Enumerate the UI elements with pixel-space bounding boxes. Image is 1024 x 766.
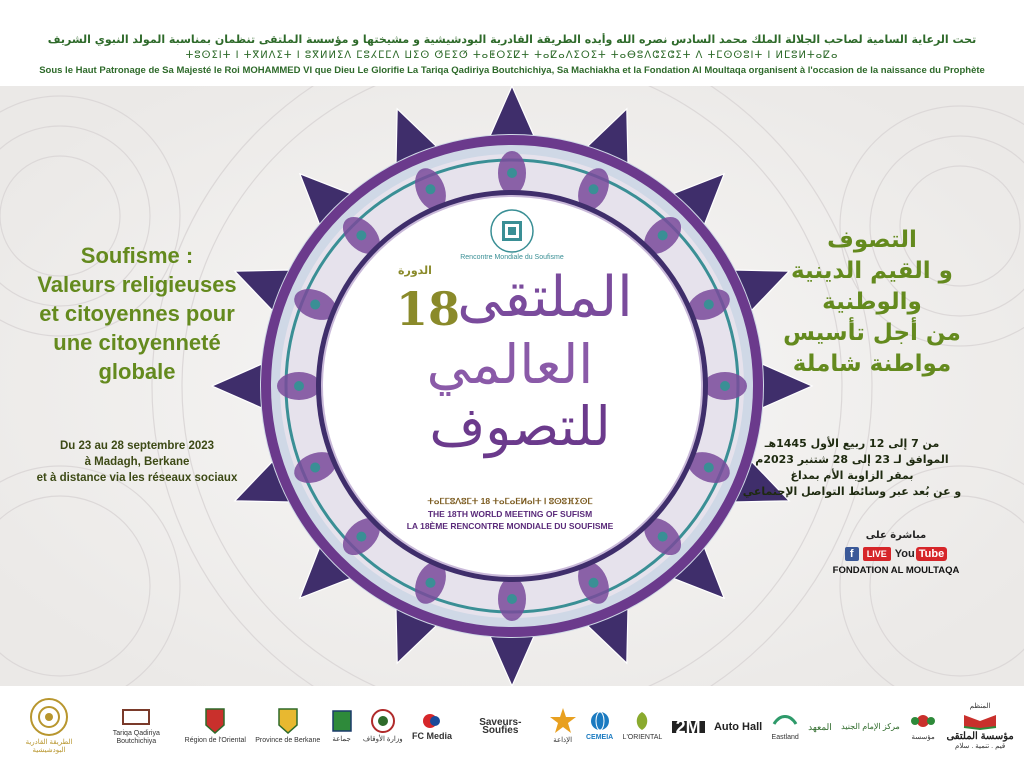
youtube-you: You [894,548,915,560]
logo-label: Province de Berkane [255,737,321,744]
youtube-tube: Tube [916,547,947,561]
logo-cemeia [586,710,613,742]
left-date-line: et à distance via les réseaux sociaux [36,472,238,484]
live-badge: LIVE [863,547,891,561]
center-french-line: LA 18ÈME RENCONTRE MONDIALE DU SOUFISME [406,521,614,531]
loriental-leaf-icon [631,710,653,732]
logo-tariqa-arabic [10,697,88,755]
logo-label: Saveurs-Soufies [479,717,522,736]
logo-label: Tariqa Qadiriya Boutchichiya [112,730,160,745]
logo-label: الإذاعة [553,737,573,744]
ministry-seal-icon [370,708,396,734]
right-date-line: من 7 إلى 12 ربيع الأول 1445هـ [764,437,940,450]
logo-label: 2M [672,721,705,733]
fc-media-icon [421,712,443,730]
right-theme-title [742,225,1002,380]
right-dates [702,436,1002,500]
left-title-line: globale [98,359,176,384]
moultaqa-book-icon [960,711,1000,731]
youtube-icon[interactable] [895,548,947,560]
logo-fondation-wasat [909,710,937,742]
social-live-block [826,530,966,576]
header-arabic-line: تحت الرعاية السامية لصاحب الجلالة الملك محمد السادس نصره الله وأيده الطريقة القادرية البودشيشية و مشيختها و مؤسسة الملتقى تنظمان بمناسبة المولد النبوي الشريف [47,33,977,46]
logo-institut [808,721,832,731]
edition-number: 18 [396,282,461,336]
cemeia-globe-icon [589,710,611,732]
logo-radio [549,707,577,745]
logo-markaz-junayd [841,721,900,731]
right-title-line: و القيم الدينية [791,258,953,284]
right-title-line: مواطنة شاملة [792,351,952,377]
left-theme-title [22,241,252,386]
left-title-line: une citoyenneté [53,330,221,355]
left-date-line: Du 23 au 28 septembre 2023 [59,440,215,452]
logo-label: مؤسسة [911,734,935,741]
right-date-line: و عن بُعد عبر وسائط التواصل الإجتماعي [742,485,962,498]
logo-auto-hall [714,721,762,731]
arabic-title-line-3: للتصوف [429,395,611,458]
radio-star-icon [549,707,577,735]
logo-label: وزارة الأوقاف [362,736,403,743]
logo-label: FC Media [411,731,452,741]
header-french-line: Sous le Haut Patronage de Sa Majesté le Roi MOHAMMED VI que Dieu Le Glorifie La Tariqa Qadiriya Boutchichiya, Sa Machiakha et la Fondation Al Moultaqa organisent à l'occasion de la naissance du Prophète [39,65,985,76]
live-on-label: مباشرة على [865,530,927,541]
left-title-line: et citoyennes pour [39,301,235,326]
left-date-line: à Madagh, Berkane [84,456,190,468]
emblem-logo-icon [490,209,534,253]
wasat-flower-icon [909,710,937,732]
logo-label: L'ORIENTAL [622,734,663,741]
left-dates [22,438,252,486]
arabic-title-line-1: الملتقى [457,265,633,330]
arabic-title-line-2: العالمي [426,333,594,396]
logo-label: جماعة [332,736,351,743]
edition-label: الدورة [398,264,432,277]
right-date-line: بمقر الزاوية الأم بمداغ [790,469,914,482]
logo-label: المعهد [808,722,832,732]
left-title-line: Valeurs religieuses [37,272,237,297]
right-title-line: من أجل تأسيس [783,320,961,346]
emblem-text: Rencontre Mondiale du Soufisme [460,254,564,261]
foundation-name: FONDATION AL MOULTAQA [832,565,960,576]
logo-label: مؤسسة الملتقى [946,731,1014,742]
right-date-line: الموافق لـ 23 إلى 28 شتنبر 2023م [755,453,949,466]
logo-machiakha [97,706,175,746]
logo-label: مركز الإمام الجنيد [841,722,900,731]
logo-saveurs-soufies [461,717,539,735]
machiakha-icon [121,706,151,728]
logo-ministere [363,708,403,744]
logo-fondation-moultaqa [946,701,1013,751]
poster-main-band [0,86,1024,686]
logo-label: Région de l'Oriental [184,737,246,744]
logo-eastland [772,710,799,742]
logo-commune [330,708,354,744]
logo-fc-media [412,712,452,740]
logo-label: Auto Hall [713,721,763,733]
eastland-wave-icon [772,710,798,732]
logo-label: CEMEIA [585,734,614,741]
left-title-line: Soufisme : [80,243,194,268]
facebook-icon[interactable]: f [845,547,859,561]
logo-label: Eastland [771,734,799,741]
logo-2m [672,717,705,737]
social-icons-row [826,547,966,561]
tariqa-rosette-icon [29,697,69,737]
center-english-line: THE 18TH WORLD MEETING OF SUFISM [427,509,593,519]
center-tifinagh-line: ⵜⴰⵎⵎⵓⴷⵓⵎⵜ 18 ⵜⴰⵎⴰⴹⵍⴰⵏⵜ ⵏ ⵓⵙⵓⴼⵉⵙⵎ [427,496,593,506]
region-crest-icon [204,707,226,735]
header-banner [0,0,1024,86]
province-crest-icon [277,707,299,735]
logo-tagline: قيم . تنمية . سلام [955,743,1006,750]
logo-label: الطريقة القادرية البودشيشية [25,739,73,754]
logo-region-oriental [185,707,246,745]
commune-crest-icon [330,708,354,734]
logo-province-berkane [255,707,320,745]
logo-loriental [623,710,663,742]
partner-logos-row [10,690,1014,762]
header-tifinagh-line: ⵜⵓⵙⵉⵏⵜ ⵏ ⵜⴳⵍⴷⵉⵜ ⵏ ⵓⴳⵍⵍⵉⴷ ⵎⵓⵃⵎⵎⴷ ⵡⵉⵙ ⵚⴹⵉⵚ ⵜⴰⵟⵔⵉⵇⵜ ⵜⴰⵇⴰⴷⵉⵔⵉⵜ ⵜⴰⴱⵓⴷⵛⵉⵛⵉⵜ ⴷ ⵜⵎⵙⵙⵓⵏⵜ ⵏ ⵍⵎⵓⵍⵜⴰⵇⴰ [185,50,839,61]
right-title-line: التصوف [827,227,917,253]
logo-organizer-label: المنظم [969,703,991,710]
right-title-line: والوطنية [822,289,922,315]
